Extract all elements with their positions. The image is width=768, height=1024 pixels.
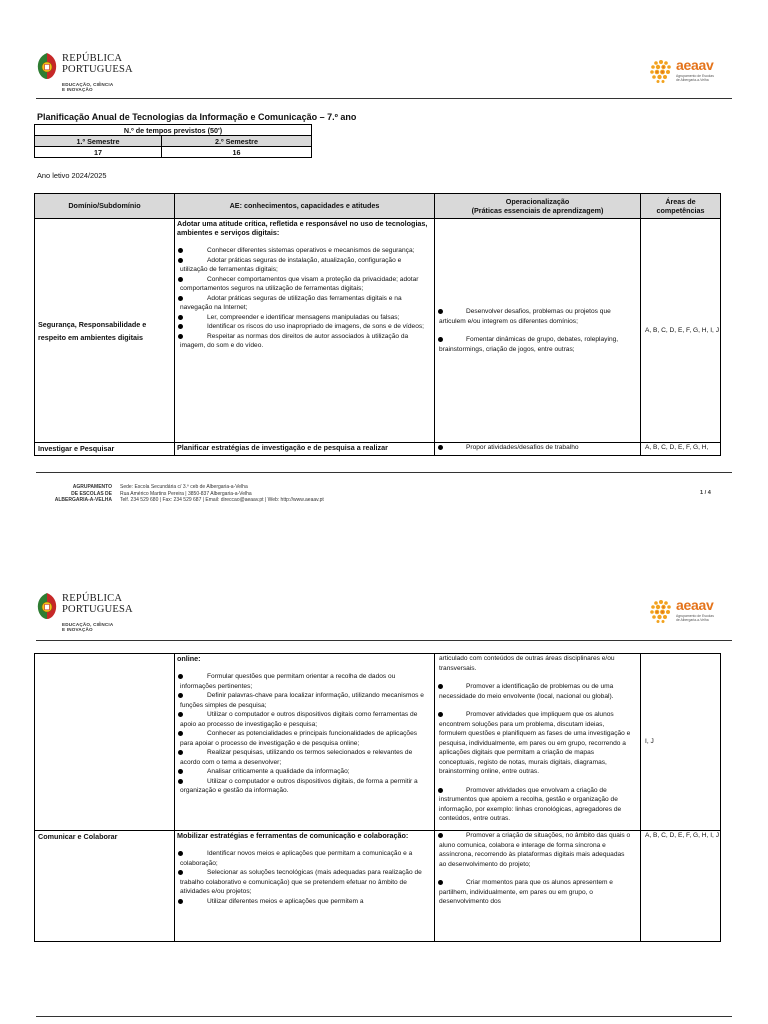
dominio-comunicar: Comunicar e Colaborar [35,831,175,942]
areas-investigar: A, B, C, D, E, F, G, H, [641,443,721,456]
republica-portuguesa-logo [36,52,146,94]
dominio-investigar: Investigar e Pesquisar [35,443,175,456]
op-seguranca-item: Desenvolver desafios, problemas ou projetos que articulem e/ou integrem os diferentes domínios; [435,307,636,326]
planning-table-page1 [34,193,721,456]
areas-investigar-cont: I, J [641,654,721,831]
portugal-emblem-icon [36,592,58,620]
op-comunicar [435,831,641,942]
ae-investigar-item: Analisar criticamente a qualidade da informação; [175,767,430,777]
table-row-investigar-cont [35,654,721,831]
header-operacionalizacao [435,194,641,219]
ae-investigar [175,654,435,831]
header-rule [36,98,732,99]
footer-addr-line3: Telf. 234 529 680 | Fax: 234 529 687 | Email: direccao@aeaav.pt | Web: http://www.aeaav.pt [120,497,324,503]
portugal-emblem-icon [36,52,58,80]
ae-investigar-item: Definir palavras-chave para localizar informação, utilizando mecanismos e funções simples de pesquisa; [175,691,430,710]
aeaav-wordmark: aeaav [676,597,714,613]
gov-name-line1: REPÚBLICA [62,53,123,64]
aeaav-dots-icon [648,58,674,84]
aeaav-tagline-line1: Agrupamento de Escolas [676,614,714,618]
footer-org [36,484,112,504]
semestre-2-value: 16 [162,147,312,158]
tempos-header: N.º de tempos previstos (50') [35,125,312,136]
ae-investigar-item: Conhecer as potencialidades e principais funcionalidades de aplicações para apoiar o processo de investigação e de pesquisa online; [175,729,430,748]
ae-seguranca-item: Identificar os riscos do uso inapropriado de imagens, de sons e de vídeos; [175,322,430,332]
footer-address [120,484,324,504]
header-op-line1: Operacionalização [505,196,570,206]
ae-seguranca-item: Conhecer diferentes sistemas operativos e mecanismos de segurança; [175,246,430,256]
page-number: 1 / 4 [700,490,711,496]
ae-seguranca [175,219,435,443]
semestre-1-label: 1.º Semestre [35,136,162,147]
aeaav-tagline [676,614,736,622]
ae-investigar-item: Utilizar o computador e outros dispositivos digitais como ferramentas de apoio ao processo de investigação e pesquisa; [175,710,430,729]
table-row-investigar [35,443,721,456]
ae-investigar-item: Utilizar o computador e outros dispositivos digitais, de forma a permitir a organização e gestão da informação. [175,777,430,796]
aeaav-logo [648,596,748,628]
footer-rule [36,472,732,473]
semestre-2-label: 2.º Semestre [162,136,312,147]
dominio-seguranca: Segurança, Responsabilidade e respeito em ambientes digitais [35,219,175,443]
op-seguranca [435,219,641,443]
gov-ministry [62,82,113,92]
op-comunicar-item: Criar momentos para que os alunos apresentem e partilhem, individualmente, em pares ou em grupo, o desenvolvimento dos [435,878,636,907]
op-investigar-item: Promover atividades que envolvam a criação de instrumentos que apoiem a recolha, gestão e organização de informação, por exemplo: linhas cronológicas, agregadores de conteúdos, entre outras. [435,786,636,824]
aeaav-dots-icon [648,598,674,624]
gov-name [62,53,133,75]
ae-comunicar-item: Selecionar as soluções tecnológicas (mais adequadas para realização de trabalho colaborativo e comunicação) que se pretendem efetuar no âmbito de atividades e/ou projetos; [175,868,430,897]
ano-letivo: Ano letivo 2024/2025 [37,171,107,180]
op-investigar-item: Propor atividades/desafios de trabalho [435,443,636,453]
gov-sub-line1: EDUCAÇÃO, CIÊNCIA [62,622,114,627]
aeaav-tagline-line2: de Albergaria-a-Velha [676,618,709,622]
tempos-table [34,124,312,158]
gov-ministry [62,622,113,632]
ae-comunicar-item: Utilizar diferentes meios e aplicações que permitem a [175,897,430,907]
semestre-1-value: 17 [35,147,162,158]
footer-org-line3: ALBERGARIA-A-VELHA [54,497,112,503]
dominio-investigar-cont [35,654,175,831]
op-investigar-cont [435,654,641,831]
aeaav-tagline-line2: de Albergaria-a-Velha [676,78,709,82]
op-investigar-continuation: articulado com conteúdos de outras áreas disciplinares e/ou transversais. [439,655,615,672]
table-row-seguranca [35,219,721,443]
page-2 [0,512,768,1024]
document-title: Planificação Anual de Tecnologias da Informação e Comunicação – 7.º ano [37,112,357,122]
footer-org-line2: DE ESCOLAS DE [71,490,112,497]
ae-investigar-title-cont: online: [177,654,201,663]
gov-sub-line2: E INOVAÇÃO [62,627,93,632]
planning-table-page2 [34,653,721,942]
op-comunicar-item: Promover a criação de situações, no âmbito das quais o aluno comunica, colabora e interage de forma síncrona e assíncrona, recorrendo às plataformas digitais mais adequadas ao desenvolvimento do projeto; [435,831,636,869]
ae-investigar-title: Planificar estratégias de investigação e de pesquisa a realizar [175,443,435,456]
header-areas-line1: Áreas de [665,196,696,206]
gov-name-line2: PORTUGUESA [62,604,133,615]
aeaav-logo [648,56,748,88]
header-dominio: Domínio/Subdomínio [35,194,175,219]
gov-sub-line1: EDUCAÇÃO, CIÊNCIA [62,82,114,87]
header-op-line2: (Práticas essenciais de aprendizagem) [471,206,604,215]
gov-name-line2: PORTUGUESA [62,64,133,75]
ae-seguranca-title: Adotar uma atitude crítica, refletida e responsável no uso de tecnologias, ambientes e serviços digitais: [177,219,428,237]
gov-name [62,593,133,615]
ae-investigar-item: Realizar pesquisas, utilizando os termos selecionados e relevantes de acordo com o tema a desenvolver; [175,748,430,767]
header-ae: AE: conhecimentos, capacidades e atitudes [175,194,435,219]
footer-rule [36,1016,732,1017]
table-header-row [35,194,721,219]
republica-portuguesa-logo [36,592,146,634]
ae-seguranca-item: Adotar práticas seguras de instalação, atualização, configuração e utilização de ferramentas digitais; [175,256,430,275]
header-rule [36,640,732,641]
op-investigar-item: Promover atividades que impliquem que os alunos encontrem soluções para um problema, discutam ideias, formulem questões e planifiquem as fases de uma investigação e pesquisa, individualmente, em pares ou em grupo, recorrendo a aplicações digitais que permitam a criação de mapas conceptuais, registo de notas, murais digitais, diagramas, brainstorming online, entre outras. [435,710,636,777]
ae-seguranca-item: Conhecer comportamentos que visam a proteção da privacidade; adotar comportamentos seguros na utilização de ferramentas digitais; [175,275,430,294]
aeaav-tagline-line1: Agrupamento de Escolas [676,74,714,78]
ae-comunicar [175,831,435,942]
header-areas-line2: competências [656,206,705,215]
footer-addr-line2: Rua Américo Martins Pereira | 3850-837 Albergaria-a-Velha [120,490,252,497]
op-investigar [435,443,641,456]
ae-comunicar-title: Mobilizar estratégias e ferramentas de comunicação e colaboração: [177,831,409,840]
gov-sub-line2: E INOVAÇÃO [62,87,93,92]
ae-seguranca-item: Respeitar as normas dos direitos de autor associados à utilização da imagem, do som e do vídeo. [175,332,430,351]
ae-investigar-item: Formular questões que permitam orientar a recolha de dados ou informações pertinentes; [175,672,430,691]
areas-seguranca: A, B, C, D, E, F, G, H, I, J [641,219,721,443]
areas-comunicar: A, B, C, D, E, F, G, H, I, J [641,831,721,942]
ae-comunicar-item: Identificar novos meios e aplicações que permitam a comunicação e a colaboração; [175,849,430,868]
op-seguranca-item: Fomentar dinâmicas de grupo, debates, roleplaying, brainstormings, criação de jogos, entre outras; [435,335,636,354]
gov-name-line1: REPÚBLICA [62,593,123,604]
header-areas [641,194,721,219]
footer-addr-line1: Sede: Escola Secundária c/ 3.º ceb de Albergaria-a-Velha [120,484,248,490]
ae-seguranca-item: Adotar práticas seguras de utilização das ferramentas digitais e na navegação na Internet; [175,294,430,313]
op-investigar-item: Promover a identificação de problemas ou de uma necessidade do meio envolvente (local, nacional ou global). [435,682,636,701]
ae-seguranca-item: Ler, compreender e identificar mensagens manipuladas ou falsas; [175,313,430,323]
aeaav-wordmark: aeaav [676,57,714,73]
aeaav-tagline [676,74,736,82]
table-row-comunicar [35,831,721,942]
footer-org-line1: AGRUPAMENTO [72,484,112,490]
